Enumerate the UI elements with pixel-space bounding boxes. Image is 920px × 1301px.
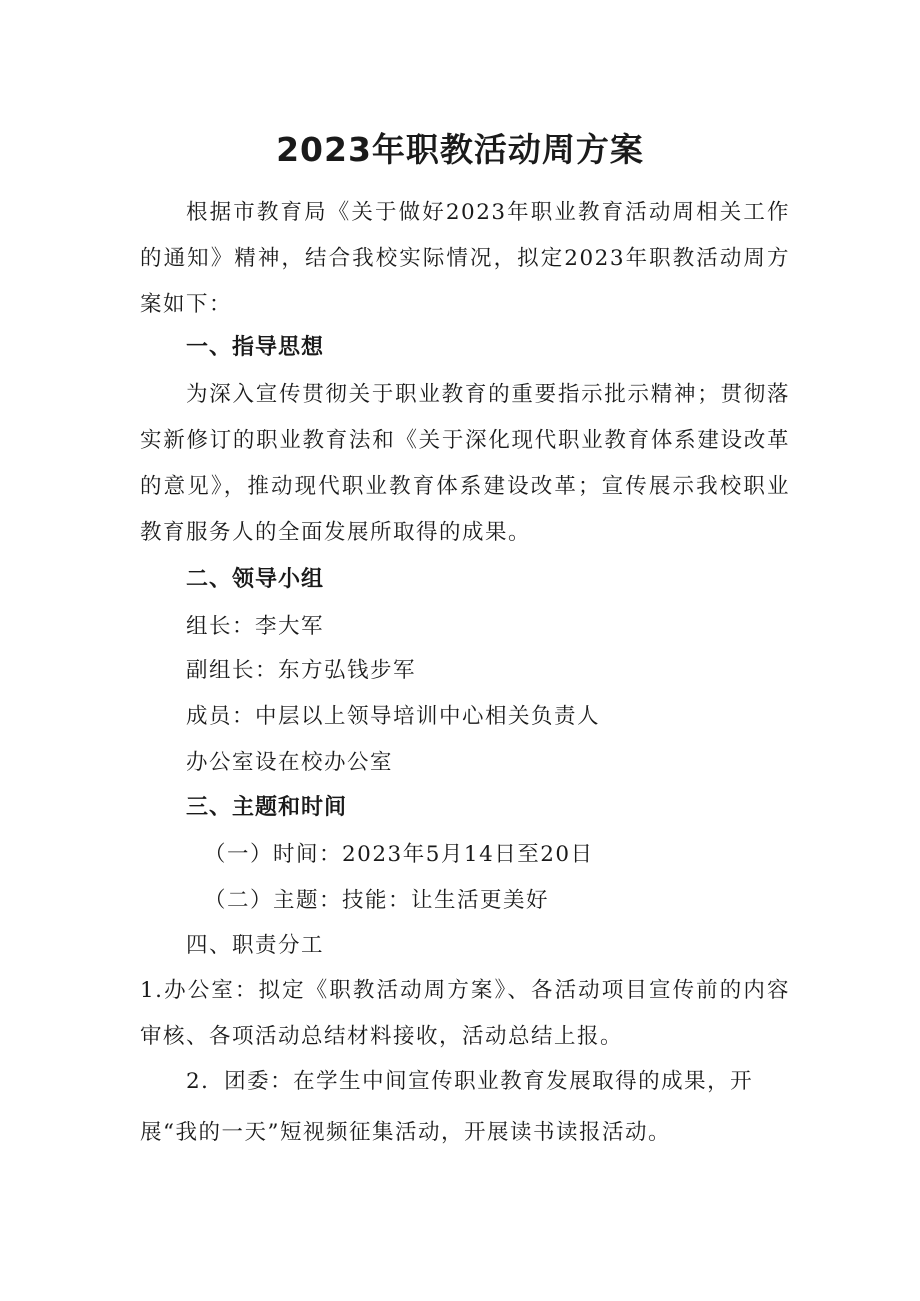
- group-leader-line: 组长：李大军: [186, 614, 325, 639]
- section-heading-guiding-ideology: 一、指导思想: [186, 335, 325, 360]
- section-heading-theme-and-time: 三、主题和时间: [186, 795, 348, 820]
- office-line: 办公室设在校办公室: [186, 750, 394, 775]
- responsibility-item-youth-league-line1: 2．团委：在学生中间宣传职业教育发展取得的成果，开: [186, 1069, 754, 1094]
- responsibility-item-office: 1.办公室：拟定《职教活动周方案》、各活动项目宣传前的内容审核、各项活动总结材料接收，活动总结上报。: [140, 978, 790, 1049]
- section-heading-responsibilities: 四、职责分工: [186, 933, 325, 958]
- section-heading-leadership-group: 二、领导小组: [186, 567, 325, 592]
- time-line: （一）时间：2023年5月14日至20日: [204, 842, 594, 867]
- theme-line: （二）主题：技能：让生活更美好: [204, 888, 550, 913]
- document-title: 2023年职教活动周方案: [276, 130, 644, 169]
- members-line: 成员：中层以上领导培训中心相关负责人: [186, 704, 601, 729]
- deputy-leader-line: 副组长：东方弘钱步军: [186, 658, 417, 683]
- intro-paragraph: 根据市教育局《关于做好2023年职业教育活动周相关工作的通知》精神，结合我校实际情况，拟定2023年职教活动周方案如下：: [140, 200, 790, 317]
- guiding-ideology-paragraph: 为深入宣传贯彻关于职业教育的重要指示批示精神；贯彻落实新修订的职业教育法和《关于深化现代职业教育体系建设改革的意见》，推动现代职业教育体系建设改革；宣传展示我校职业教育服务人的全面发展所取得的成果。: [140, 382, 790, 545]
- responsibility-item-youth-league-line2: 展“我的一天”短视频征集活动，开展读书读报活动。: [140, 1120, 671, 1145]
